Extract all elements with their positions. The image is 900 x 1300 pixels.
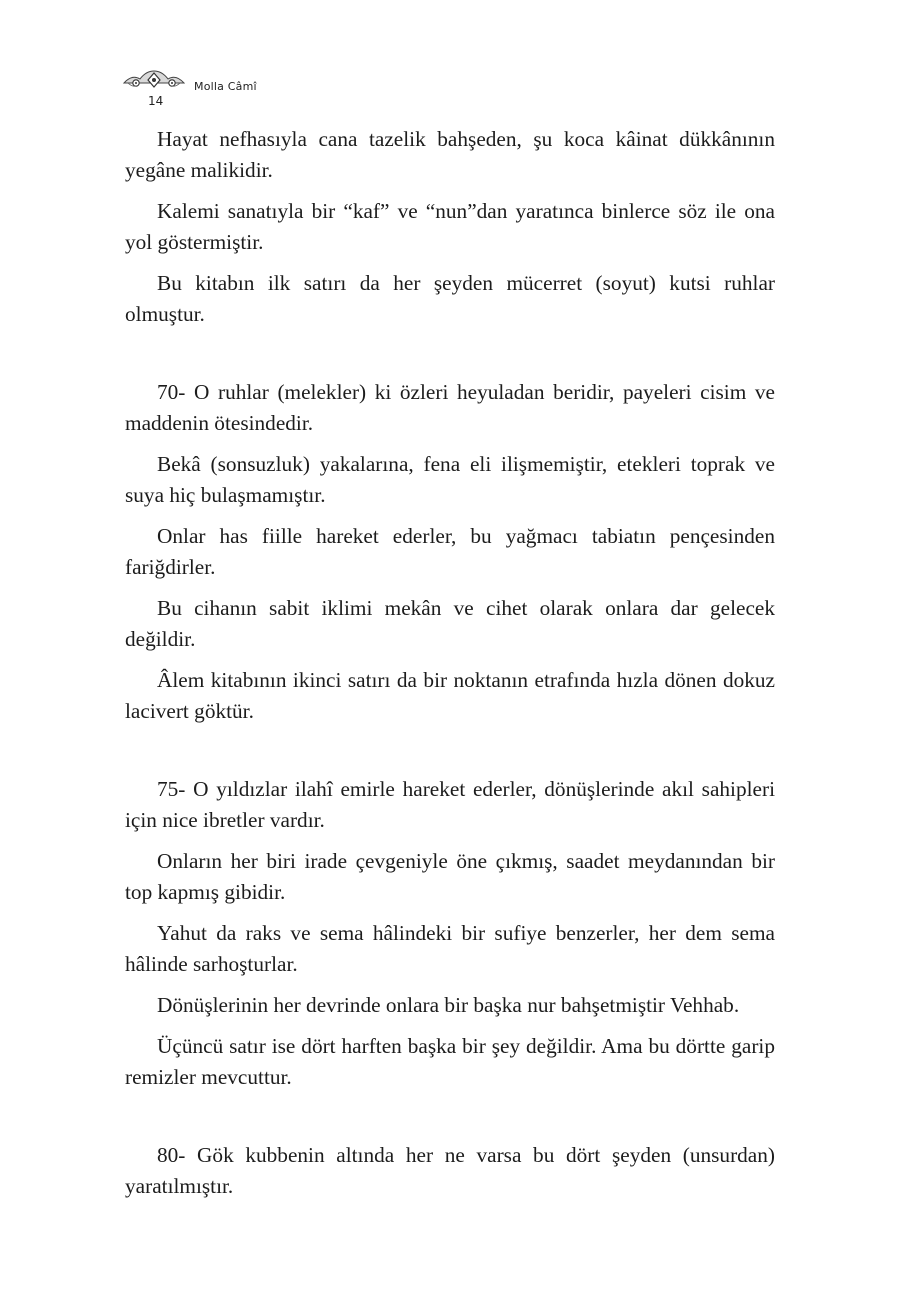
paragraph: Âlem kitabının ikinci satırı da bir noktanın etrafında hızla dönen dokuz lacivert göktür. bbox=[125, 668, 775, 723]
body-text bbox=[125, 124, 775, 1212]
paragraph: 75- O yıldızlar ilahî emirle hareket ederler, dönüşlerinde akıl sahipleri için nice ibretler vardır. bbox=[125, 777, 775, 832]
paragraph: Kalemi sanatıyla bir “kaf” ve “nun”dan yaratınca binlerce söz ile ona yol göstermiştir. bbox=[125, 199, 775, 254]
paragraph: 80- Gök kubbenin altında her ne varsa bu dört şeyden (unsurdan) yaratılmıştır. bbox=[125, 1143, 775, 1198]
paragraph: Bu cihanın sabit iklimi mekân ve cihet olarak onlara dar gelecek değildir. bbox=[125, 596, 775, 651]
paragraph: Üçüncü satır ise dört harften başka bir şey değildir. Ama bu dörtte garip remizler mevcuttur. bbox=[125, 1034, 775, 1089]
paragraph: Yahut da raks ve sema hâlindeki bir sufiye benzerler, her dem sema hâlinde sarhoşturlar. bbox=[125, 921, 775, 976]
running-title: Molla Câmî bbox=[194, 80, 257, 93]
page-number: 14 bbox=[148, 94, 164, 108]
paragraph: Onların her biri irade çevgeniyle öne çıkmış, saadet meydanından bir top kapmış gibidir. bbox=[125, 849, 775, 904]
page-header bbox=[122, 68, 422, 112]
paragraph: Bu kitabın ilk satırı da her şeyden mücerret (soyut) kutsi ruhlar olmuştur. bbox=[125, 271, 775, 326]
paragraph: Bekâ (sonsuzluk) yakalarına, fena eli ilişmemiştir, etekleri toprak ve suya hiç bulaşmamıştır. bbox=[125, 452, 775, 507]
floral-ornament-icon bbox=[122, 68, 186, 90]
paragraph: Dönüşlerinin her devrinde onlara bir başka nur bahşetmiştir Vehhab. bbox=[157, 993, 740, 1017]
paragraph: Onlar has fiille hareket ederler, bu yağmacı tabiatın pençesinden fariğdirler. bbox=[125, 524, 775, 579]
paragraph: Hayat nefhasıyla cana tazelik bahşeden, şu koca kâinat dükkânının yegâne malikidir. bbox=[125, 127, 775, 182]
paragraph: 70- O ruhlar (melekler) ki özleri heyuladan beridir, payeleri cisim ve maddenin ötesindedir. bbox=[125, 380, 775, 435]
